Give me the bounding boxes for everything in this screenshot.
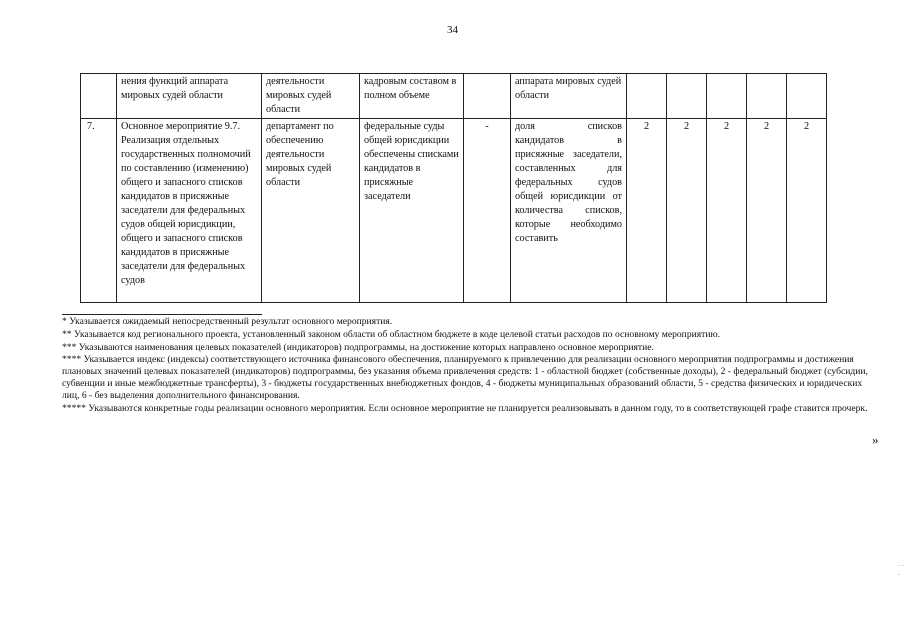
cell-num: 7. (81, 119, 117, 303)
cell-result: кадровым составом в полном объеме (360, 74, 464, 119)
cell-year-4: 2 (747, 119, 787, 303)
cell-year-2 (667, 74, 707, 119)
footnote-3: *** Указываются наименования целевых показателей (индикаторов) подпрограммы, на достижение которых направлено основное мероприятие. (62, 341, 654, 353)
table-row-continued (81, 74, 827, 119)
footnote-1: * Указывается ожидаемый непосредственный результат основного мероприятия. (62, 316, 393, 327)
cell-year-4 (747, 74, 787, 119)
footnote-separator (62, 314, 262, 315)
cell-year-2: 2 (667, 119, 707, 303)
footnote-5: ***** Указываются конкретные годы реализации основного мероприятия. Если основное мероприятие не планируется реализовывать в данном году, то в соответствующей графе ставится прочерк. (62, 402, 868, 414)
table-row-7 (81, 119, 827, 303)
cell-year-5: 2 (787, 119, 827, 303)
footnote-2: ** Указывается код регионального проекта, установленный законом области об областном бюджете в коде целевой статьи расходов по основному мероприятию. (62, 328, 721, 340)
cell-num (81, 74, 117, 119)
cell-code (464, 74, 511, 119)
closing-quote: » (872, 432, 879, 447)
cell-result: федеральные суды общей юрисдикции обеспечены списками кандидатов в присяжные заседатели (360, 119, 464, 303)
margin-marks: - - - (898, 563, 904, 578)
cell-name: нения функций аппарата мировых судей области (117, 74, 262, 119)
footnotes (62, 316, 874, 415)
footnote-4: **** Указывается индекс (индексы) соответствующего источника финансового обеспечения, планируемого к привлечению для реализации основного мероприятия подпрограммы и достижения плановых значений целевых показателей (индикаторов) подпрограммы, без указания объема привлечения средств: 1 - областной бюджет (собственные доходы), 2 - федеральный бюджет (субсидии, субвенции и иные межбюджетные трансферты), 3 - бюджеты государственных внебюджетных фондов, 4 - бюджеты муниципальных образований области, 5 - средства физических и юридических лиц, 6 - без выделения дополнительного финансирования. (62, 354, 868, 401)
cell-year-3 (707, 74, 747, 119)
cell-year-5 (787, 74, 827, 119)
measures-table (80, 73, 827, 303)
cell-executor: департамент по обеспечению деятельности мировых судей области (262, 119, 360, 303)
cell-year-1: 2 (627, 119, 667, 303)
page-number: 34 (447, 24, 458, 36)
cell-indicator: доля списков кандидатов в присяжные заседатели, составленных для федеральных судов общей юрисдикции от количества списков, которые необходимо составить (511, 119, 627, 303)
cell-year-3: 2 (707, 119, 747, 303)
cell-name: Основное мероприятие 9.7. Реализация отдельных государственных полномочий по составлению (изменению) общего и запасного списков кандидатов в присяжные заседатели для федеральных судов общей юрисдикции, общего и запасного списков кандидатов в присяжные заседатели для федеральных судов (117, 119, 262, 303)
cell-year-1 (627, 74, 667, 119)
cell-executor: деятельности мировых судей области (262, 74, 360, 119)
cell-indicator: аппарата мировых судей области (511, 74, 627, 119)
cell-code: - (464, 119, 511, 303)
